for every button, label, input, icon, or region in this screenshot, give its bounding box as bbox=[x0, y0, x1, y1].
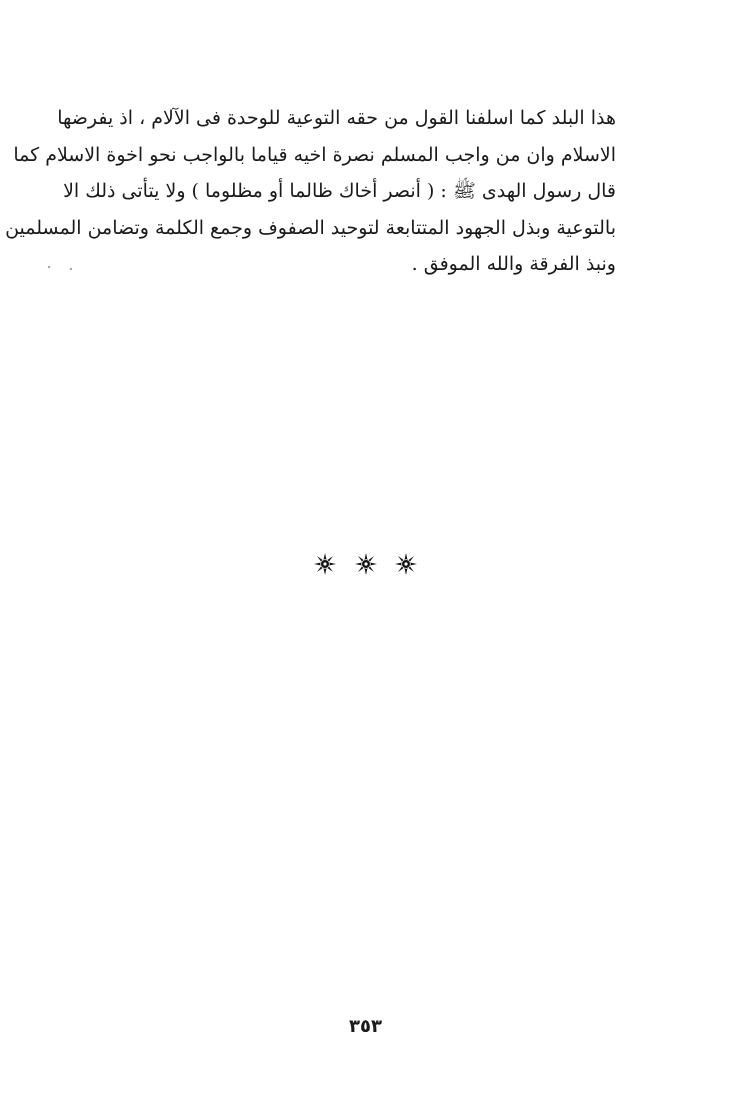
text-line-5: ونبذ الفرقة والله الموفق . bbox=[411, 253, 616, 275]
text-line-1: هذا البلد كما اسلفنا القول من حقه التوعية للوحدة فى الآلام ، اذ يفرضها bbox=[57, 107, 616, 129]
text-line-4: بالتوعية وبذل الجهود المتتابعة لتوحيد الصفوف وجمع الكلمة وتضامن المسلمين bbox=[5, 216, 616, 239]
scan-speck bbox=[70, 268, 72, 270]
star-flower-icon bbox=[355, 553, 377, 575]
text-line-2: الاسلام وان من واجب المسلم نصرة اخيه قياما بالواجب نحو اخوة الاسلام كما bbox=[13, 143, 616, 166]
text-line-3: قال رسول الهدى ﷺ : ( أنصر أخاك ظالما أو مظلوما ) ولا يتأتى ذلك الا bbox=[63, 180, 616, 202]
body-paragraph bbox=[5, 100, 616, 283]
section-divider-ornament bbox=[0, 548, 731, 578]
star-flower-icon bbox=[395, 553, 417, 575]
scan-speck bbox=[48, 266, 50, 268]
page-number: ٣٥٣ bbox=[349, 1016, 382, 1037]
star-flower-icon bbox=[314, 553, 336, 575]
